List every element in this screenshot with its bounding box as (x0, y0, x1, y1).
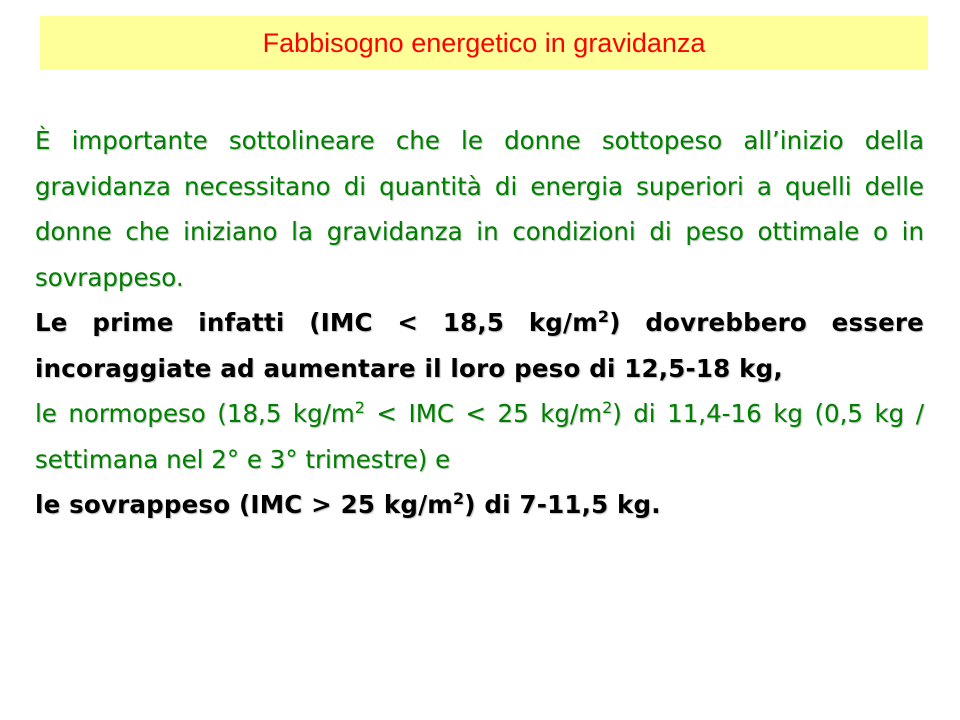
superscript: 2 (354, 397, 365, 417)
superscript: 2 (452, 488, 465, 508)
paragraph-text: È importante sottolineare che le donne sottopeso all’inizio della gravidanza necessitano di quantità di energia superiori a quelli delle donne che iniziano la gravidanza in condizioni di peso ottimale o in sovrappeso. (35, 126, 924, 292)
superscript: 2 (602, 397, 613, 417)
superscript: 2 (597, 306, 610, 326)
slide-title: Fabbisogno energetico in gravidanza (262, 27, 706, 58)
text-segment: < IMC < 25 kg/m (364, 399, 603, 428)
text-segment: ) di 11,4-16 kg (0,5 kg / settimana nel 2° e 3° trimestre) e (35, 399, 925, 474)
paragraph-underweight-gain (35, 300, 924, 391)
paragraph-underweight-intro (35, 118, 924, 300)
paragraph-normal-weight-gain (35, 391, 924, 482)
text-segment: ) di 7-11,5 kg. (464, 490, 661, 519)
text-segment: le normopeso (18,5 kg/m (35, 399, 355, 428)
slide-body (35, 118, 924, 528)
text-segment: ) dovrebbero essere incoraggiate ad aumentare il loro peso di 12,5-18 kg, (35, 308, 924, 383)
text-segment: Le prime infatti (IMC < 18,5 kg/m (35, 308, 598, 337)
text-segment: le sovrappeso (IMC > 25 kg/m (35, 490, 453, 519)
paragraph-overweight-gain (35, 482, 924, 528)
title-bar (40, 16, 928, 70)
